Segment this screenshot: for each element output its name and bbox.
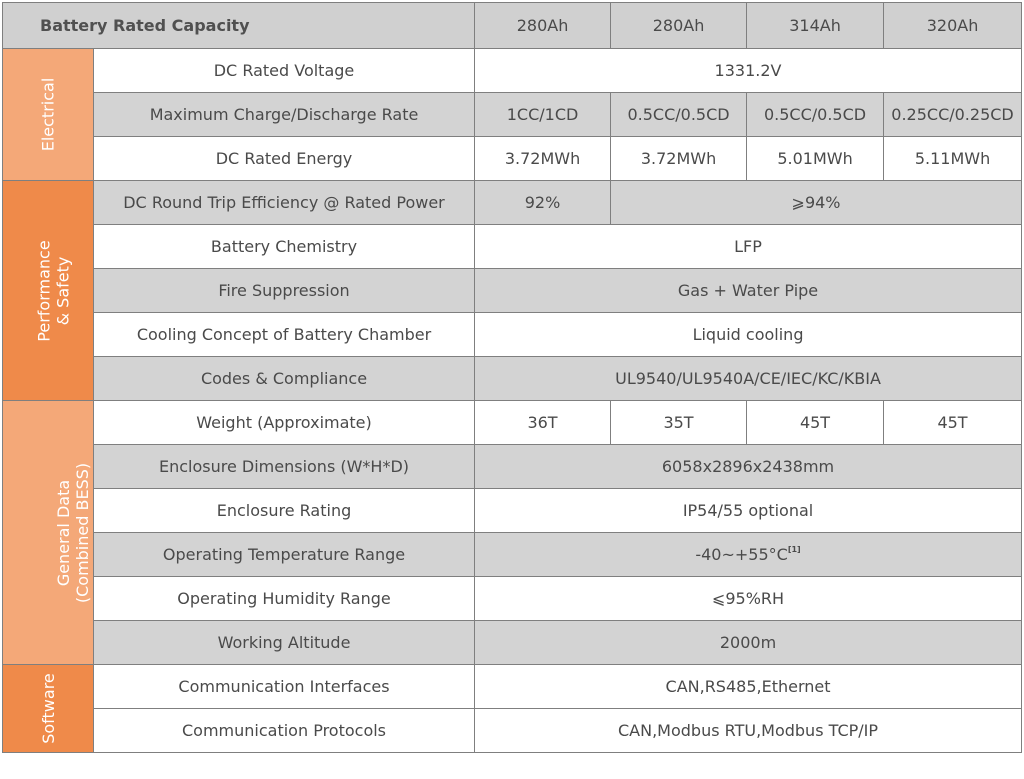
row-fire	[3, 269, 1022, 313]
row-label: Working Altitude	[94, 621, 475, 665]
category-general	[3, 401, 94, 665]
row-comm-interfaces	[3, 665, 1022, 709]
row-value: 5.11MWh	[884, 137, 1022, 181]
category-software-label: Software	[38, 673, 58, 744]
capacity-2: 280Ah	[611, 3, 747, 49]
row-label: Fire Suppression	[94, 269, 475, 313]
category-electrical	[3, 49, 94, 181]
row-label: Battery Chemistry	[94, 225, 475, 269]
row-label: Enclosure Rating	[94, 489, 475, 533]
row-value: 0.25CC/0.25CD	[884, 93, 1022, 137]
row-label: Communication Interfaces	[94, 665, 475, 709]
row-value: 36T	[475, 401, 611, 445]
row-value: 0.5CC/0.5CD	[611, 93, 747, 137]
footnote-marker: [1]	[787, 545, 801, 554]
row-value	[475, 533, 1022, 577]
row-value: 35T	[611, 401, 747, 445]
row-dimensions	[3, 445, 1022, 489]
row-value: 1CC/1CD	[475, 93, 611, 137]
row-dc-rated-energy	[3, 137, 1022, 181]
row-value: LFP	[475, 225, 1022, 269]
row-weight	[3, 401, 1022, 445]
category-software	[3, 665, 94, 753]
row-value: 3.72MWh	[611, 137, 747, 181]
header-title: Battery Rated Capacity	[3, 3, 475, 49]
row-value: 3.72MWh	[475, 137, 611, 181]
row-codes	[3, 357, 1022, 401]
row-label: Cooling Concept of Battery Chamber	[94, 313, 475, 357]
row-label: DC Round Trip Efficiency @ Rated Power	[94, 181, 475, 225]
category-performance-label	[35, 240, 73, 341]
row-label: Maximum Charge/Discharge Rate	[94, 93, 475, 137]
category-general-label	[54, 462, 92, 602]
category-performance-line2: & Safety	[53, 256, 73, 325]
row-round-trip	[3, 181, 1022, 225]
category-electrical-label: Electrical	[38, 77, 58, 152]
capacity-4: 320Ah	[884, 3, 1022, 49]
capacity-3: 314Ah	[747, 3, 884, 49]
row-chemistry	[3, 225, 1022, 269]
row-value: ⩾94%	[611, 181, 1022, 225]
row-value: 0.5CC/0.5CD	[747, 93, 884, 137]
row-value: Liquid cooling	[475, 313, 1022, 357]
category-general-line2: (Combined BESS)	[73, 462, 93, 603]
row-value: 45T	[747, 401, 884, 445]
row-altitude	[3, 621, 1022, 665]
row-label: Enclosure Dimensions (W*H*D)	[94, 445, 475, 489]
row-value: CAN,RS485,Ethernet	[475, 665, 1022, 709]
header-row	[3, 3, 1022, 49]
row-cooling	[3, 313, 1022, 357]
category-performance	[3, 181, 94, 401]
row-value: 45T	[884, 401, 1022, 445]
row-value: ⩽95%RH	[475, 577, 1022, 621]
row-comm-protocols	[3, 709, 1022, 753]
row-humidity	[3, 577, 1022, 621]
row-label: Operating Humidity Range	[94, 577, 475, 621]
row-label: Codes & Compliance	[94, 357, 475, 401]
row-value: 2000m	[475, 621, 1022, 665]
temperature-value: -40~+55°C	[695, 545, 788, 564]
row-value: Gas + Water Pipe	[475, 269, 1022, 313]
category-general-line1: General Data	[54, 479, 74, 586]
row-value: CAN,Modbus RTU,Modbus TCP/IP	[475, 709, 1022, 753]
row-rating	[3, 489, 1022, 533]
row-label: DC Rated Voltage	[94, 49, 475, 93]
row-temperature	[3, 533, 1022, 577]
row-label: Communication Protocols	[94, 709, 475, 753]
row-label: Weight (Approximate)	[94, 401, 475, 445]
capacity-1: 280Ah	[475, 3, 611, 49]
row-value: UL9540/UL9540A/CE/IEC/KC/KBIA	[475, 357, 1022, 401]
row-max-rate	[3, 93, 1022, 137]
category-performance-line1: Performance	[34, 239, 54, 342]
row-value: 5.01MWh	[747, 137, 884, 181]
row-value: 6058x2896x2438mm	[475, 445, 1022, 489]
row-label: DC Rated Energy	[94, 137, 475, 181]
row-value: 1331.2V	[475, 49, 1022, 93]
row-value: 92%	[475, 181, 611, 225]
row-dc-rated-voltage	[3, 49, 1022, 93]
row-label: Operating Temperature Range	[94, 533, 475, 577]
row-value: IP54/55 optional	[475, 489, 1022, 533]
spec-table	[2, 2, 1022, 753]
